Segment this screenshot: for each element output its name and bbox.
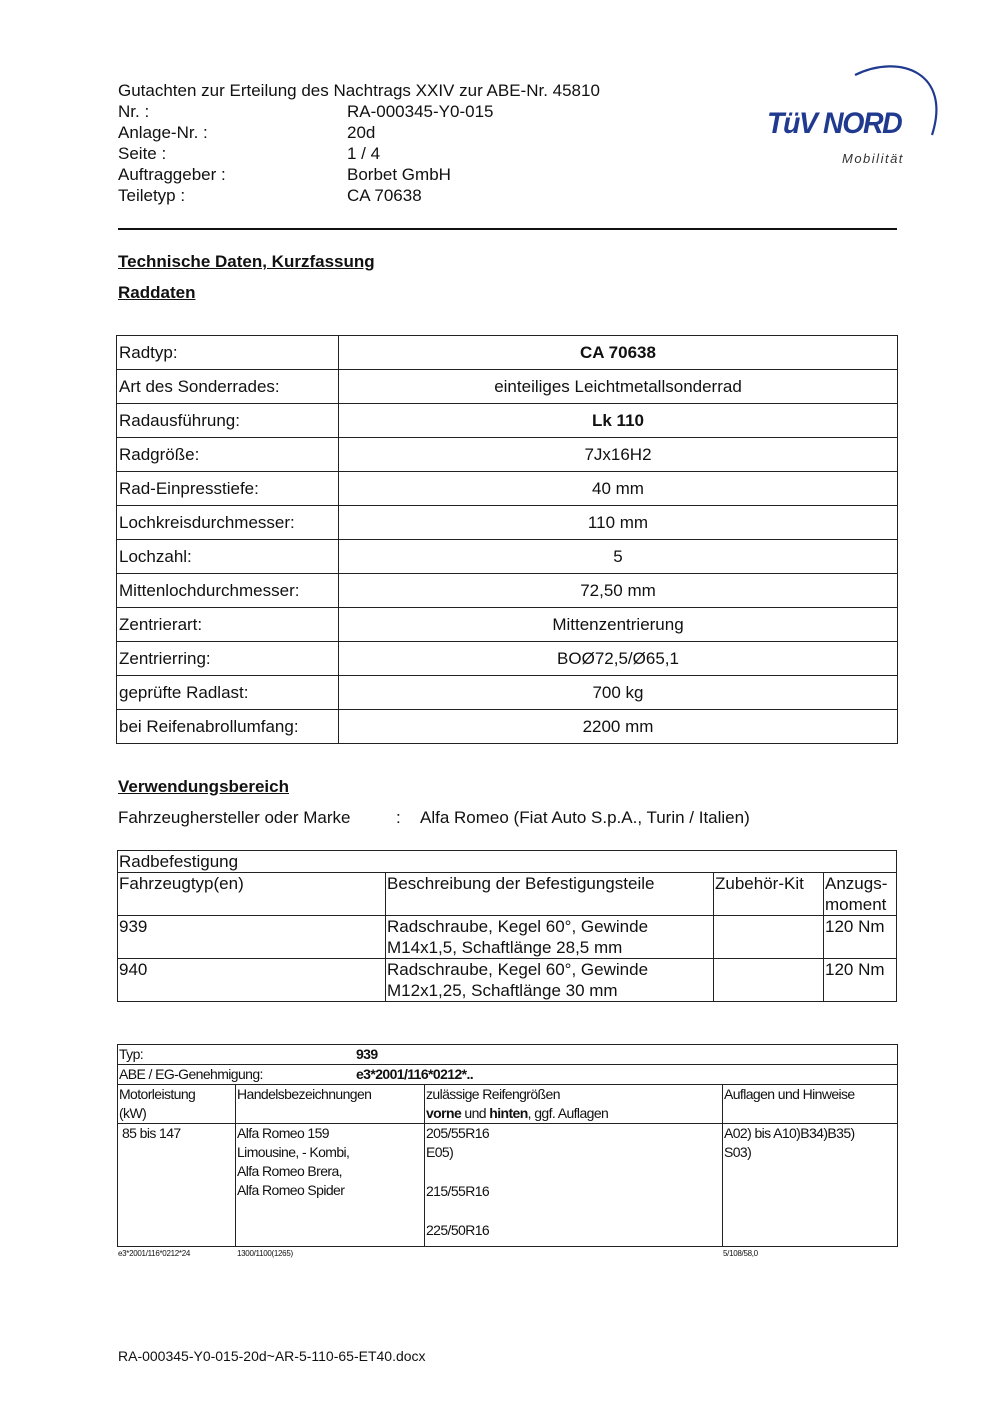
- cell-typ: 939: [118, 916, 386, 959]
- row-label: Art des Sonderrades:: [117, 370, 339, 404]
- tuv-nord-logo: [760, 55, 945, 175]
- note-line: S03): [724, 1144, 752, 1160]
- abe-row: [118, 1065, 898, 1085]
- logo-subtitle: Mobilität: [842, 151, 904, 166]
- table-row: [117, 472, 898, 506]
- cell-kit: [714, 959, 824, 1002]
- desc-line: Radschraube, Kegel 60°, Gewinde: [387, 960, 649, 979]
- cell-desc: [386, 916, 714, 959]
- row-value: 72,50 mm: [339, 574, 898, 608]
- manufacturer-separator: :: [396, 808, 401, 827]
- column-header: Fahrzeugtyp(en): [118, 873, 386, 916]
- manufacturer-label: Fahrzeughersteller oder Marke: [118, 808, 351, 827]
- footnote-approval: e3*2001/116*0212*24: [118, 1249, 191, 1258]
- typ-line: [119, 1045, 896, 1064]
- row-value: BOØ72,5/Ø65,1: [339, 642, 898, 676]
- row-label: Radgröße:: [117, 438, 339, 472]
- section-heading-verwendung: Verwendungsbereich: [118, 777, 289, 796]
- header-divider: [118, 228, 897, 230]
- typ-label: Typ:: [119, 1046, 144, 1062]
- logo-brand: TüV NORD: [767, 107, 902, 140]
- column-header: Zubehör-Kit: [714, 873, 824, 916]
- typ-cell: [118, 1045, 898, 1065]
- cell-names: [236, 1124, 425, 1247]
- header-label: Teiletyp :: [118, 186, 186, 205]
- header-line: zulässige Reifengrößen: [426, 1086, 560, 1102]
- cell-kit: [714, 916, 824, 959]
- cell-desc: [386, 959, 714, 1002]
- table-row: [118, 1124, 898, 1247]
- typ-value: 939: [356, 1046, 378, 1062]
- column-header-tyres: [425, 1085, 723, 1124]
- row-label: Radausführung:: [117, 404, 339, 438]
- name-line: Alfa Romeo 159: [237, 1125, 329, 1141]
- typ-row: [118, 1045, 898, 1065]
- table-row: [117, 608, 898, 642]
- tyre-size: 215/55R16: [426, 1183, 490, 1199]
- document-title: Gutachten zur Erteilung des Nachtrags XXIV zur ABE-Nr. 45810: [118, 81, 600, 100]
- header-line: (kW): [119, 1105, 147, 1121]
- row-value: 700 kg: [339, 676, 898, 710]
- row-label: Zentrierring:: [117, 642, 339, 676]
- abe-value: e3*2001/116*0212*..: [356, 1066, 474, 1082]
- header-line: [426, 1104, 721, 1123]
- spacer: [426, 1162, 721, 1182]
- table-header-row: [118, 1085, 898, 1124]
- spacer: [426, 1201, 721, 1221]
- table-row: [117, 336, 898, 370]
- header-value: 20d: [347, 123, 376, 142]
- column-header: Beschreibung der Befestigungsteile: [386, 873, 714, 916]
- row-value: Lk 110: [339, 404, 898, 438]
- table-row: [117, 642, 898, 676]
- row-label: Zentrierart:: [117, 608, 339, 642]
- column-header-line: Anzugs-: [825, 874, 888, 893]
- table-row: [117, 676, 898, 710]
- row-value: 7Jx16H2: [339, 438, 898, 472]
- footnote-load: 1300/1100(1265): [237, 1249, 293, 1258]
- section-heading-raddaten: Raddaten: [118, 283, 196, 302]
- vehicle-type-table: [117, 1044, 898, 1247]
- cell-typ: 940: [118, 959, 386, 1002]
- header-value: Borbet GmbH: [347, 165, 451, 184]
- cell-tyres: [425, 1124, 723, 1247]
- column-header-power: [118, 1085, 236, 1124]
- row-label: bei Reifenabrollumfang:: [117, 710, 339, 744]
- manufacturer-value: Alfa Romeo (Fiat Auto S.p.A., Turin / Italien): [420, 808, 750, 827]
- table-row: [118, 959, 897, 1002]
- abe-label: ABE / EG-Genehmigung:: [119, 1066, 263, 1082]
- row-value: CA 70638: [339, 336, 898, 370]
- row-value: Mittenzentrierung: [339, 608, 898, 642]
- header-row-nr: [118, 101, 600, 122]
- header-bold: vorne: [426, 1105, 462, 1121]
- table-row: [117, 404, 898, 438]
- desc-line: Radschraube, Kegel 60°, Gewinde: [387, 917, 649, 936]
- table-row: [117, 540, 898, 574]
- cell-moment: 120 Nm: [824, 959, 897, 1002]
- row-label: Lochkreisdurchmesser:: [117, 506, 339, 540]
- row-label: Mittenlochdurchmesser:: [117, 574, 339, 608]
- name-line: Alfa Romeo Spider: [237, 1182, 345, 1198]
- abe-cell: [118, 1065, 898, 1085]
- power-value: 85 bis 147: [122, 1125, 181, 1141]
- table-row: [117, 506, 898, 540]
- header-line: Motorleistung: [119, 1086, 196, 1102]
- header-value: RA-000345-Y0-015: [347, 102, 494, 121]
- row-value: einteiliges Leichtmetallsonderrad: [339, 370, 898, 404]
- table-row: [117, 710, 898, 744]
- row-value: 40 mm: [339, 472, 898, 506]
- header-row-seite: [118, 143, 600, 164]
- header-text: und: [461, 1105, 490, 1121]
- column-header-notes: Auflagen und Hinweise: [723, 1085, 898, 1124]
- desc-line: M14x1,5, Schaftlänge 28,5 mm: [387, 938, 623, 957]
- header-value: CA 70638: [347, 186, 422, 205]
- header-row-anlage: [118, 122, 600, 143]
- section-heading-tech: Technische Daten, Kurzfassung: [118, 252, 375, 271]
- document-header: [118, 80, 600, 206]
- column-header-names: Handelsbezeichnungen: [236, 1085, 425, 1124]
- header-text: , ggf. Auflagen: [527, 1105, 609, 1121]
- table-row: [117, 370, 898, 404]
- document-filename: RA-000345-Y0-015-20d~AR-5-110-65-ET40.docx: [118, 1348, 426, 1364]
- column-header-line: moment: [825, 895, 887, 914]
- table-header-row: [118, 873, 897, 916]
- table-row: [117, 438, 898, 472]
- manufacturer-line: [118, 808, 750, 828]
- row-label: Lochzahl:: [117, 540, 339, 574]
- name-line: Alfa Romeo Brera,: [237, 1163, 342, 1179]
- tyre-size: 205/55R16: [426, 1125, 490, 1141]
- table-row: [118, 916, 897, 959]
- header-bold: hinten: [489, 1105, 528, 1121]
- tyre-note: E05): [426, 1144, 454, 1160]
- header-label: Nr. :: [118, 102, 150, 121]
- abe-line: [119, 1065, 896, 1084]
- name-line: Limousine, - Kombi,: [237, 1144, 350, 1160]
- row-value: 2200 mm: [339, 710, 898, 744]
- header-label: Seite :: [118, 144, 167, 163]
- row-label: geprüfte Radlast:: [117, 676, 339, 710]
- row-value: 5: [339, 540, 898, 574]
- cell-moment: 120 Nm: [824, 916, 897, 959]
- table-row: [117, 574, 898, 608]
- header-label: Auftraggeber :: [118, 165, 226, 184]
- cell-notes: [723, 1124, 898, 1247]
- table-title: Radbefestigung: [118, 851, 897, 873]
- raddaten-table: [116, 335, 898, 744]
- tyre-size: 225/50R16: [426, 1222, 490, 1238]
- note-line: A02) bis A10)B34)B35): [724, 1125, 855, 1141]
- radbefestigung-table: [117, 850, 897, 1002]
- cell-power: [118, 1124, 236, 1247]
- header-value: 1 / 4: [347, 144, 381, 163]
- header-row-teiletyp: [118, 185, 600, 206]
- table-title-row: [118, 851, 897, 873]
- column-header-moment: [824, 873, 897, 916]
- row-label: Rad-Einpresstiefe:: [117, 472, 339, 506]
- desc-line: M12x1,25, Schaftlänge 30 mm: [387, 981, 618, 1000]
- row-value: 110 mm: [339, 506, 898, 540]
- row-label: Radtyp:: [117, 336, 339, 370]
- header-row-auftraggeber: [118, 164, 600, 185]
- footnote-bolt: 5/108/58,0: [723, 1249, 758, 1258]
- header-label: Anlage-Nr. :: [118, 123, 208, 142]
